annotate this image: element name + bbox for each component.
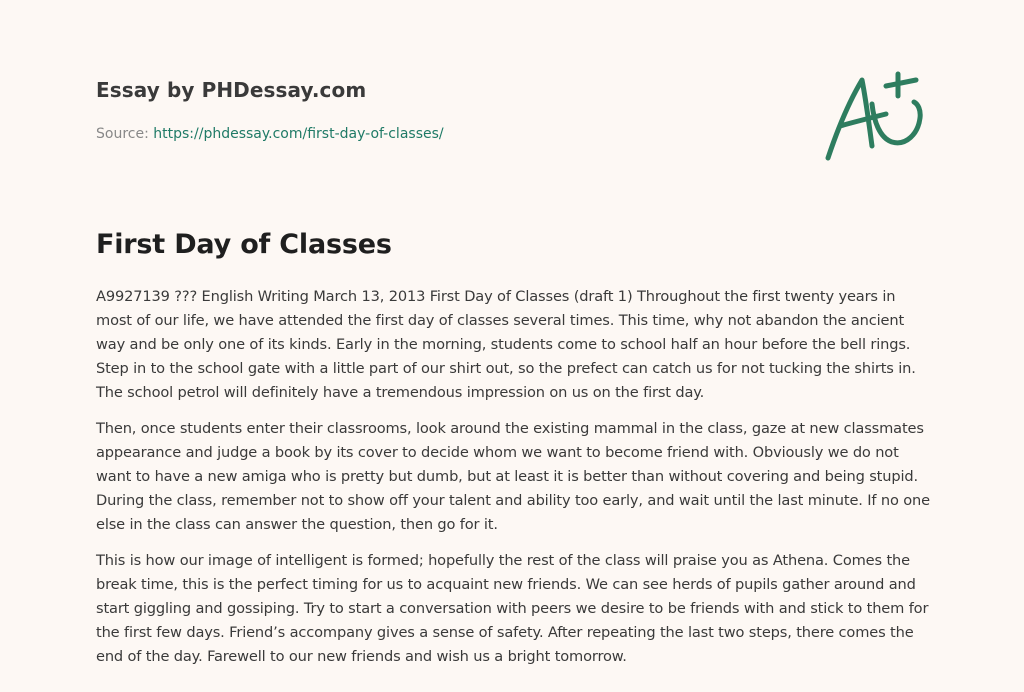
- a-plus-grade-icon: [820, 66, 930, 166]
- essay-content: [96, 226, 932, 681]
- essay-header: [96, 76, 796, 144]
- source-label: Source:: [96, 126, 154, 142]
- source-link[interactable]: https://phdessay.com/first-day-of-classes/: [153, 126, 444, 142]
- source-line: [96, 124, 796, 144]
- essay-paragraph: This is how our image of intelligent is formed; hopefully the rest of the class will praise you as Athena. Comes the break time, this is the perfect timing for us to acquaint new friends. We can see herds of pupils gather around and start giggling and gossiping. Try to start a conversation with peers we desire to be friends with and stick to them for the first few days. Friend’s accompany gives a sense of safety. After repeating the last two steps, there comes the end of the day. Farewell to our new friends and wish us a bright tomorrow.: [96, 552, 929, 665]
- essay-paragraph: A9927139 ??? English Writing March 13, 2013 First Day of Classes (draft 1) Throughout the first twenty years in most of our life, we have attended the first day of classes several times. This time, why not abandon the ancient way and be only one of its kinds. Early in the morning, students come to school half an hour before the bell rings. Step in to the school gate with a little part of our shirt out, so the prefect can catch us for not tucking the shirts in. The school petrol will definitely have a tremendous impression on us on the first day.: [96, 288, 916, 401]
- site-brand: Essay by PHDessay.com: [96, 78, 367, 102]
- essay-title: First Day of Classes: [96, 229, 392, 260]
- essay-paragraph: Then, once students enter their classrooms, look around the existing mammal in the class, gaze at new classmates appearance and judge a book by its cover to decide whom we want to become friend with. Obviously we do not want to have a new amiga who is pretty but dumb, but at least it is better than without covering and being stupid. During the class, remember not to show off your talent and ability too early, and wait until the last minute. If no one else in the class can answer the question, then go for it.: [96, 420, 930, 533]
